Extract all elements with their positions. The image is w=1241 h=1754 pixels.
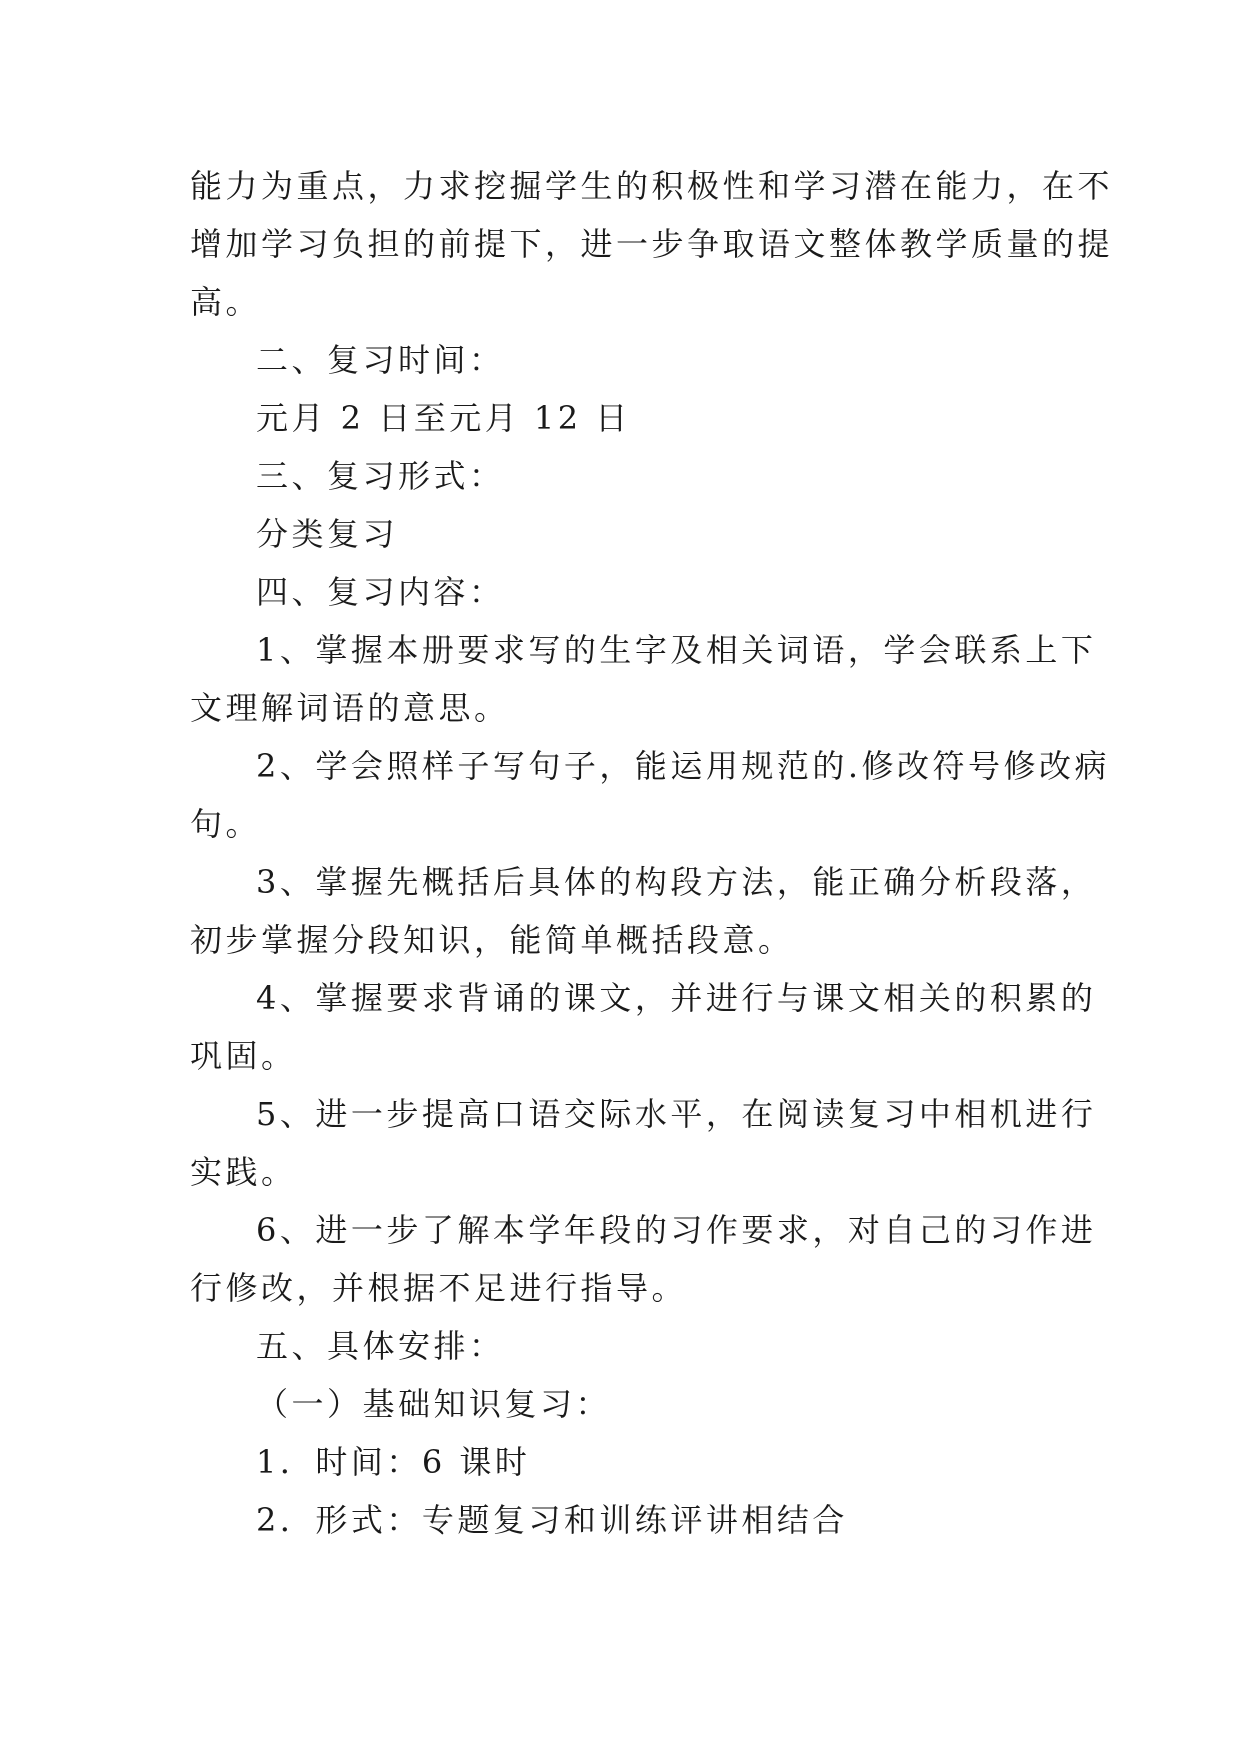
- heading-review-form: [190, 447, 1056, 505]
- text-line: 2、学会照样子写句子，能运用规范的.修改符号修改病: [256, 747, 1111, 785]
- paragraph-review-dates: [190, 389, 1056, 447]
- text-line: 初步掌握分段知识，能简单概括段意。: [190, 921, 794, 959]
- text-line: 元月 2 日至元月 12 日: [256, 399, 631, 437]
- text-line: 高。: [190, 283, 262, 321]
- text-line: 五、具体安排：: [256, 1327, 505, 1365]
- list-item-content-1: [190, 621, 1097, 737]
- subheading-basic-knowledge: [190, 1375, 1056, 1433]
- list-item-arrangement-2: [190, 1491, 1056, 1549]
- text-line: 能力为重点，力求挖掘学生的积极性和学习潜在能力，在不: [190, 167, 1114, 205]
- text-line: 文理解词语的意思。: [190, 689, 510, 727]
- text-line: 分类复习: [256, 515, 399, 553]
- text-line: 实践。: [190, 1153, 297, 1191]
- list-item-content-3: [190, 853, 1097, 969]
- heading-review-time: [190, 331, 1056, 389]
- text-line: 三、复习形式：: [256, 457, 505, 495]
- heading-review-content: [190, 563, 1056, 621]
- text-line: 巩固。: [190, 1037, 297, 1075]
- text-line: 二、复习时间：: [256, 341, 505, 379]
- list-item-content-2: [190, 737, 1111, 853]
- text-line: （一）基础知识复习：: [256, 1385, 612, 1423]
- list-item-content-4: [190, 969, 1097, 1085]
- list-item-content-6: [190, 1201, 1097, 1317]
- document-body: [190, 157, 1114, 1549]
- text-line: 1、掌握本册要求写的生字及相关词语，学会联系上下: [256, 631, 1097, 669]
- text-line: 5、进一步提高口语交际水平，在阅读复习中相机进行: [256, 1095, 1097, 1133]
- paragraph-review-form: [190, 505, 1056, 563]
- text-line: 增加学习负担的前提下，进一步争取语文整体教学质量的提: [190, 225, 1114, 263]
- list-item-arrangement-1: [190, 1433, 1056, 1491]
- heading-specific-arrangement: [190, 1317, 1056, 1375]
- text-line: 2．形式：专题复习和训练评讲相结合: [256, 1501, 848, 1539]
- text-line: 句。: [190, 805, 262, 843]
- text-line: 6、进一步了解本学年段的习作要求，对自己的习作进: [256, 1211, 1097, 1249]
- text-line: 行修改，并根据不足进行指导。: [190, 1269, 688, 1307]
- list-item-content-5: [190, 1085, 1097, 1201]
- text-line: 四、复习内容：: [256, 573, 505, 611]
- paragraph-goal-continuation: [190, 157, 1114, 331]
- text-line: 3、掌握先概括后具体的构段方法，能正确分析段落，: [256, 863, 1097, 901]
- text-line: 4、掌握要求背诵的课文，并进行与课文相关的积累的: [256, 979, 1097, 1017]
- text-line: 1．时间：6 课时: [256, 1443, 531, 1481]
